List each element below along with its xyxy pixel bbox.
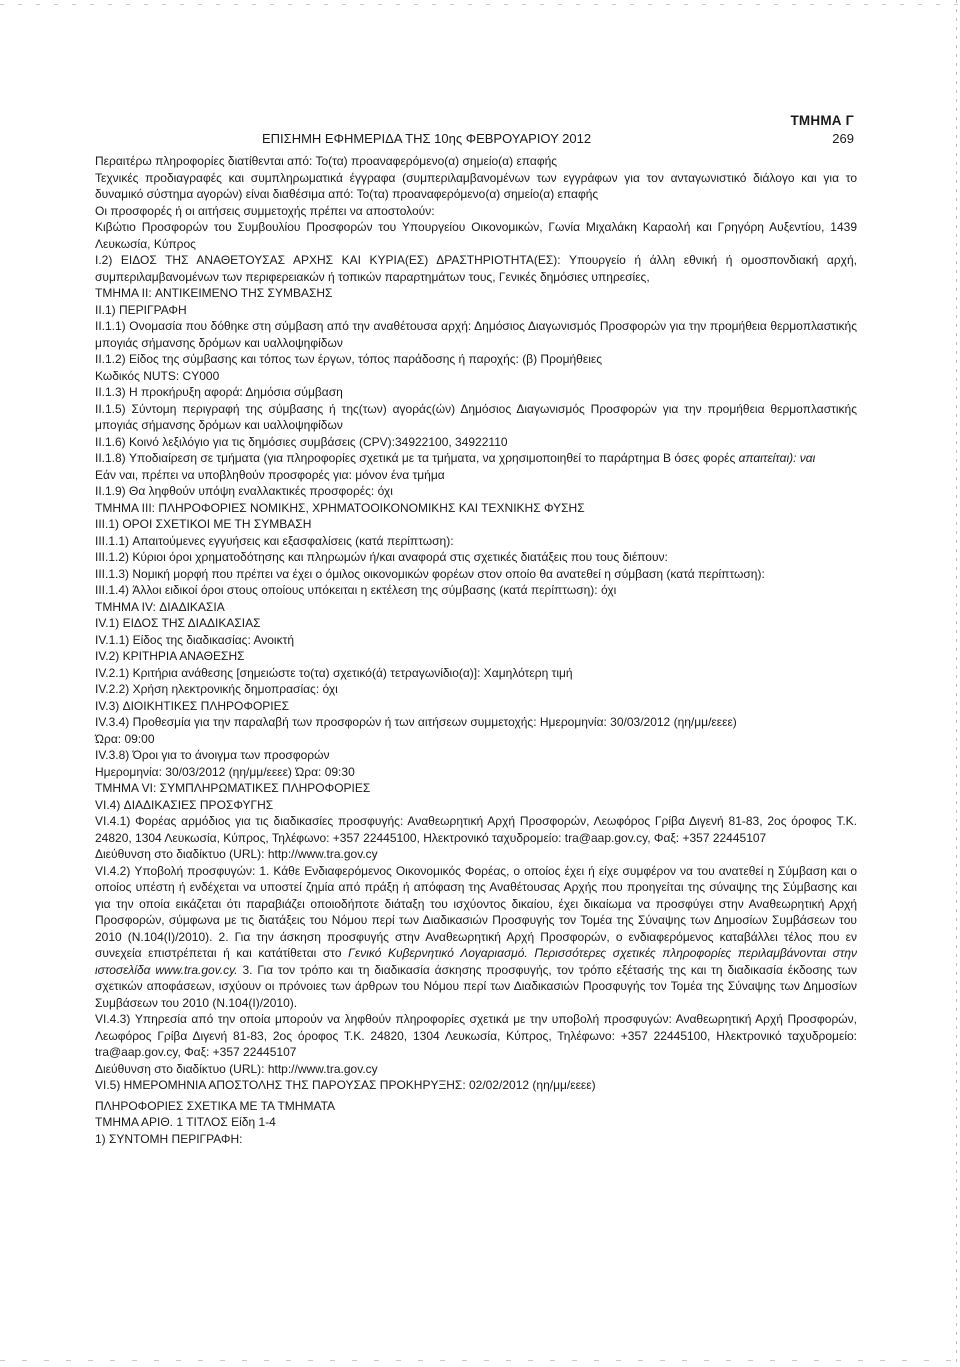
text-line: Ώρα: 09:00	[95, 731, 155, 746]
text-line	[95, 450, 857, 467]
section-heading: ΤΜΗΜΑ IV: ΔΙΑΔΙΚΑΣΙΑ	[95, 599, 225, 614]
subsection-heading: IV.1) ΕΙΔΟΣ ΤΗΣ ΔΙΑΔΙΚΑΣΙΑΣ	[95, 616, 261, 630]
text-line: II.1.3) Η προκήρυξη αφορά: Δημόσια σύμβαση	[95, 385, 343, 399]
subsection-heading: IV.2) ΚΡΙΤΗΡΙΑ ΑΝΑΘΕΣΗΣ	[95, 649, 245, 663]
text-line: II.1.2) Είδος της σύμβασης και τόπος των έργων, τόπος παράδοσης ή παροχής: (β) Προμήθειες	[95, 352, 602, 366]
text-line: II.1.1) Ονομασία που δόθηκε στη σύμβαση από την αναθέτουσα αρχή: Δημόσιος Διαγωνισμός Προσφορών για την προμήθεια θερμοπλαστικής μπογιάς σήμανσης δρόμων και υαλλοψηφίδων	[95, 319, 857, 350]
text-span: II.1.8) Υποδιαίρεση σε τμήματα (για πληροφορίες σχετικά με τα τμήματα, να χρησιμοποιηθεί το παράρτημα Β όσες φορές	[95, 451, 739, 465]
text-line: 1) ΣΥΝΤΟΜΗ ΠΕΡΙΓΡΑΦΗ:	[95, 1131, 243, 1146]
text-line: III.1.2) Κύριοι όροι χρηματοδότησης και πληρωμών ή/και αναφορά στις σχετικές διατάξεις που τους διέπουν:	[95, 550, 668, 564]
scan-edge-right	[956, 0, 957, 1367]
text-line: IV.3.4) Προθεσμία για την παραλαβή των προσφορών ή των αιτήσεων συμμετοχής: Ημερομηνία: 30/03/2012 (ηη/μμ/εεεε)	[95, 715, 737, 729]
document-body	[95, 153, 857, 1147]
text-line: VI.4.3) Υπηρεσία από την οποία μπορούν να ληφθούν πληροφορίες σχετικά με την υποβολή προσφυγών: Αναθεωρητική Αρχή Προσφορών, Λεωφόρος Γρίβα Διγενή 81-83, 2ος όροφος Τ.Κ. 24820, 1304 Λευκωσία, Κύπρος, Τηλέφωνο: +357 22445100, Ηλεκτρονικό ταχυδρομείο: tra@aap.gov.cy, Φαξ: +357 22445107	[95, 1012, 857, 1059]
text-line: IV.3.8) Όροι για το άνοιγμα των προσφορών	[95, 748, 330, 762]
italic-span: Γενικό Κυβερνητικό Λογαριασμό. Περισσότερες σχετικές πληροφορίες περιλαμβάνονται στην ιστοσελίδα www.tra.gov.cy.	[95, 946, 857, 977]
subsection-heading: VI.4) ΔΙΑΔΙΚΑΣΙΕΣ ΠΡΟΣΦΥΓΗΣ	[95, 797, 274, 812]
text-line: Ημερομηνία: 30/03/2012 (ηη/μμ/εεεε) Ώρα: 09:30	[95, 764, 355, 779]
text-line: Οι προσφορές ή οι αιτήσεις συμμετοχής πρέπει να αποστολούν:	[95, 203, 435, 218]
text-line: II.1.9) Θα ληφθούν υπόψη εναλλακτικές προσφορές: όχι	[95, 484, 393, 498]
gazette-title: ΕΠΙΣΗΜΗ ΕΦΗΜΕΡΙΔΑ ΤΗΣ 10ης ΦΕΒΡΟΥΑΡΙΟΥ 2012	[262, 131, 592, 146]
section-heading: ΤΜΗΜΑ III: ΠΛΗΡΟΦΟΡΙΕΣ ΝΟΜΙΚΗΣ, ΧΡΗΜΑΤΟΟΙΚΟΝΟΜΙΚΗΣ ΚΑΙ ΤΕΧΝΙΚΗΣ ΦΥΣΗΣ	[95, 500, 585, 515]
text-line: IV.2.2) Χρήση ηλεκτρονικής δημοπρασίας: όχι	[95, 682, 338, 696]
running-header	[262, 131, 854, 146]
section-heading: ΤΜΗΜΑ VI: ΣΥΜΠΛΗΡΩΜΑΤΙΚΕΣ ΠΛΗΡΟΦΟΡΙΕΣ	[95, 781, 371, 795]
text-line: III.1.4) Άλλοι ειδικοί όροι στους οποίους υπόκειται η εκτέλεση της σύμβασης (κατά περίπτωση): όχι	[95, 583, 617, 597]
text-line: VI.5) ΗΜΕΡΟΜΗΝΙΑ ΑΠΟΣΤΟΛΗΣ ΤΗΣ ΠΑΡΟΥΣΑΣ ΠΡΟΚΗΡΥΞΗΣ: 02/02/2012 (ηη/μμ/εεεε)	[95, 1078, 596, 1092]
text-line: III.1.1) Απαιτούμενες εγγυήσεις και εξασφαλίσεις (κατά περίπτωση):	[95, 533, 454, 548]
text-line: Διεύθυνση στο διαδίκτυο (URL): http://www.tra.gov.cy	[95, 847, 378, 861]
text-line: Κωδικός NUTS: CY000	[95, 368, 220, 383]
text-span: VI.4.2) Υποβολή προσφυγών: 1. Κάθε Ενδιαφερόμενος Οικονομικός Φορέας, ο οποίος έχει ή είχε συμφέρον να του ανατεθεί η Σύμβαση και ο οποίος υπέστη ή ενδέχεται να υποστεί ζημία από πράξη ή απόφαση της Αναθέτουσας Αρχής που προηγείται της σύναψης της Σύμβασης και για την οποία εικάζεται ότι παραβιάζει οποιοδήποτε διάταξη του ισχύοντος δικαίου, έχει δικαίωμα να προσφύγει στην Αναθεωρητική Αρχή Προσφορών, σύμφωνα με τις διατάξεις του Νόμου περί των Διαδικασιών Προσφυγής τον Τομέα της Σύναψης των Δημοσίων Συμβάσεων του 2010 (Ν.104(Ι)/2010). 2. Για την άσκηση προσφυγής στην Αναθεωρητική Αρχή Προσφορών, ο ενδιαφερόμενος καταβάλλει τέλος που εν συνεχεία επιστρέπεται ή και κατάτίθεται στο	[95, 863, 857, 960]
text-line: Περαιτέρω πληροφορίες διατίθενται από: Το(τα) προαναφερόμενο(α) σημείο(α) επαφής	[95, 154, 558, 168]
text-line: Τεχνικές προδιαγραφές και συμπληρωματικά έγγραφα (συμπεριλαμβανομένων των εγγράφων για τον ανταγωνιστικό διάλογο και για το δυναμικό σύστημα αγορών) είναι διαθέσιμα από: Το(τα) προαναφερόμενο(α) σημείο(α) επαφής	[95, 170, 857, 201]
text-line: IV.1.1) Είδος της διαδικασίας: Ανοικτή	[95, 632, 295, 647]
section-heading: ΠΛΗΡΟΦΟΡΙΕΣ ΣΧΕΤΙΚΑ ΜΕ ΤΑ ΤΜΗΜΑΤΑ	[95, 1098, 336, 1113]
scan-edge-top	[0, 4, 960, 5]
text-span: 3. Για τον τρόπο και τη διαδικασία άσκησης προσφυγής, τον τρόπο εξέτασής της και τη διαδικασία έκδοσης των σχετικών αποφάσεων, ισχύουν οι πρόνοιες των άρθρων του Νόμου περί των Διαδικασιών Προσφυγής τον Τομέα της Σύναψης των Δημοσίων Συμβάσεων του 2010 (Ν.104(Ι)/2010).	[95, 962, 857, 1010]
subsection-heading: III.1) ΟΡΟΙ ΣΧΕΤΙΚΟΙ ΜΕ ΤΗ ΣΥΜΒΑΣΗ	[95, 517, 312, 531]
italic-span: απαιτείται): ναι	[738, 451, 816, 465]
text-line	[95, 863, 857, 1012]
text-line: Κιβώτιο Προσφορών του Συμβουλίου Προσφορών του Υπουργείου Οικονομικών, Γωνία Μιχαλάκη Καραολή και Γρηγόρη Αυξεντίου, 1439 Λευκωσία, Κύπρος	[95, 220, 857, 251]
section-heading: ΤΜΗΜΑ II: ΑΝΤΙΚΕΙΜΕΝΟ ΤΗΣ ΣΥΜΒΑΣΗΣ	[95, 286, 333, 300]
text-line: IV.2.1) Κριτήρια ανάθεσης [σημειώστε το(τα) σχετικό(ά) τετραγωνίδιο(α)]: Χαμηλότερη τιμή	[95, 665, 573, 680]
text-line: II.1.5) Σύντομη περιγραφή της σύμβασης ή της(των) αγοράς(ών) Δημόσιος Διαγωνισμός Προσφορών για την προμήθεια θερμοπλαστικής μπογιάς σήμανσης δρόμων και υαλλοψηφίδων	[95, 401, 857, 432]
section-label: ΤΜΗΜΑ Γ	[790, 113, 854, 128]
page-number: 269	[832, 131, 854, 146]
text-line: Εάν ναι, πρέπει να υποβληθούν προσφορές για: μόνον ένα τμήμα	[95, 467, 445, 482]
scan-edge-bottom	[0, 1360, 960, 1361]
text-line: Διεύθυνση στο διαδίκτυο (URL): http://www.tra.gov.cy	[95, 1061, 378, 1076]
text-line: II.1.6) Κοινό λεξιλόγιο για τις δημόσιες συμβάσεις (CPV):34922100, 34922110	[95, 434, 508, 449]
subsection-heading: II.1) ΠΕΡΙΓΡΑΦΗ	[95, 302, 187, 317]
text-line: VI.4.1) Φορέας αρμόδιος για τις διαδικασίες προσφυγής: Αναθεωρητική Αρχή Προσφορών, Λεωφόρος Γρίβα Διγενή 81-83, 2ος όροφος Τ.Κ. 24820, 1304 Λευκωσία, Κύπρος, Τηλέφωνο: +357 22445100, Ηλεκτρονικό ταχυδρομείο: tra@aap.gov.cy, Φαξ: +357 22445107	[95, 814, 857, 845]
subsection-heading: IV.3) ΔΙΟΙΚΗΤΙΚΕΣ ΠΛΗΡΟΦΟΡΙΕΣ	[95, 698, 290, 713]
text-line: III.1.3) Νομική μορφή που πρέπει να έχει ο όμιλος οικονομικών φορέων στον οποίο θα ανατεθεί η σύμβαση (κατά περίπτωση):	[95, 566, 765, 581]
text-line: ΤΜΗΜΑ ΑΡΙΘ. 1 ΤΙΤΛΟΣ Είδη 1-4	[95, 1115, 276, 1129]
text-line: I.2) ΕΙΔΟΣ ΤΗΣ ΑΝΑΘΕΤΟΥΣΑΣ ΑΡΧΗΣ ΚΑΙ ΚΥΡΙΑ(ΕΣ) ΔΡΑΣΤΗΡΙΟΤΗΤΑ(ΕΣ): Υπουργείο ή άλλη εθνική ή ομοσπονδιακή αρχή, συμπεριλαμβανομένων των περιφερειακών ή τοπικών παραρτημάτων τους, Γενικές δημόσιες υπηρεσίες,	[95, 253, 857, 284]
